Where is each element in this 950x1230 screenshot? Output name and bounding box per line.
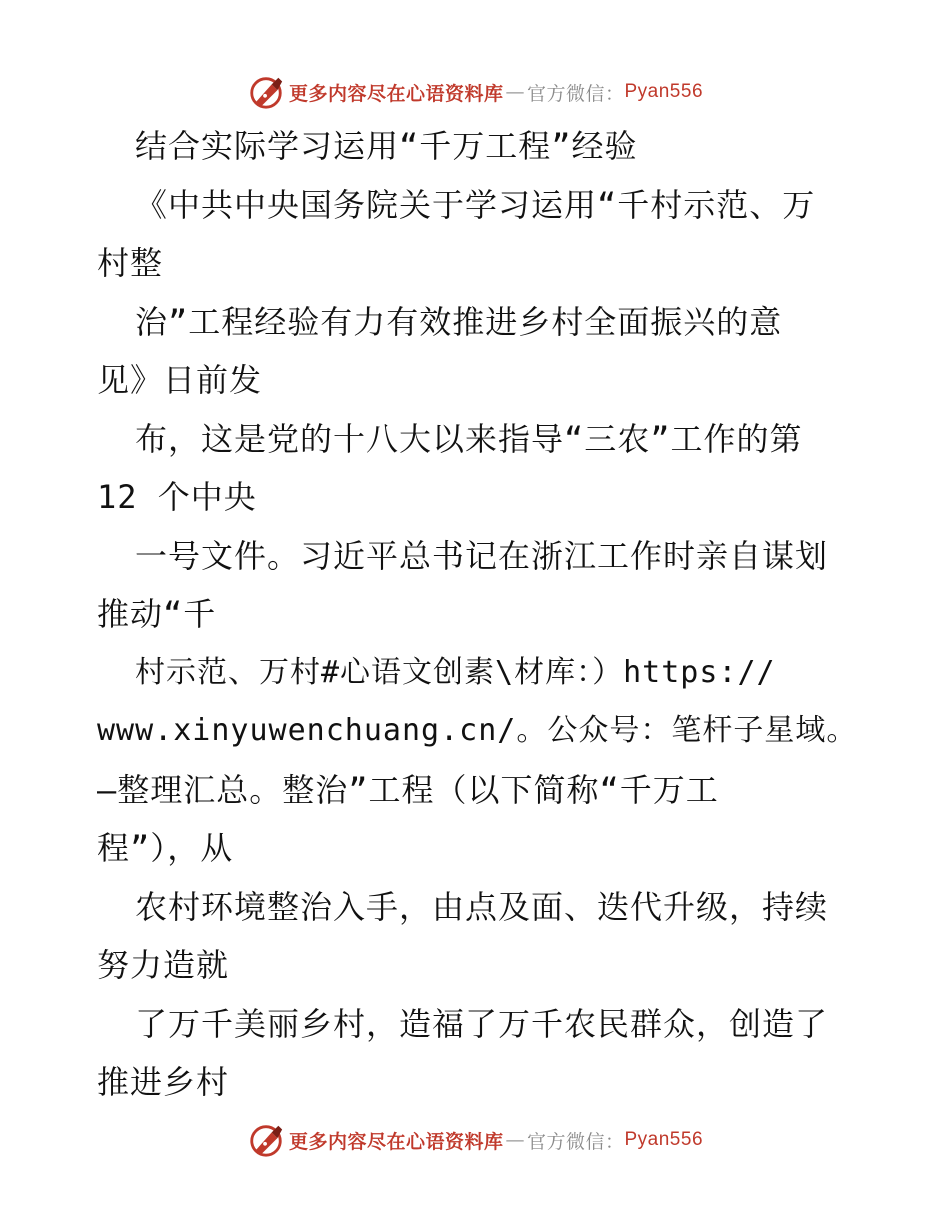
doc-line-13: 程”），从	[97, 829, 234, 867]
banner-main-text: 更多内容尽在心语资料库	[288, 82, 504, 105]
doc-line-9: 推动“千	[97, 595, 217, 633]
banner-account: Pyan556	[624, 1129, 704, 1150]
doc-line-16: 了万千美丽乡村，造福了万千农民群众，创造了	[135, 1004, 829, 1043]
doc-line-3: 村整	[97, 244, 164, 282]
pen-nib-logo-icon	[247, 73, 285, 111]
header-banner	[0, 70, 950, 114]
doc-line-6: 布，这是党的十八大以来指导“三农”工作的第	[135, 419, 803, 458]
banner-dash: —	[505, 81, 525, 103]
doc-line-17: 推进乡村	[97, 1063, 230, 1101]
doc-line-10: 村示范、万村#心语文创素\材库：）https://	[135, 654, 776, 690]
doc-line-1: 结合实际学习运用“千万工程”经验	[135, 127, 638, 165]
doc-line-14: 农村环境整治入手，由点及面、迭代升级，持续	[135, 887, 829, 926]
doc-line-2: 《中共中央国务院关于学习运用“千村示范、万	[135, 185, 816, 224]
doc-line-8: 一号文件。习近平总书记在浙江工作时亲自谋划	[135, 536, 829, 575]
doc-line-11: www.xinyuwenchuang.cn/。公众号：笔杆子星域。	[97, 713, 858, 748]
footer-banner	[0, 1118, 950, 1162]
doc-line-12: —整理汇总。整治”工程（以下简称“千万工	[97, 770, 719, 809]
banner-sub-text: 官方微信：	[526, 82, 625, 105]
banner-dash: —	[505, 1129, 525, 1151]
document-body	[97, 117, 867, 1112]
doc-line-7: 12 个中央	[97, 478, 257, 516]
doc-line-4: 治”工程经验有力有效推进乡村全面振兴的意	[135, 302, 783, 341]
banner-account: Pyan556	[624, 81, 704, 102]
doc-line-5: 见》日前发	[97, 361, 263, 399]
banner-sub-text: 官方微信：	[526, 1130, 625, 1153]
banner-main-text: 更多内容尽在心语资料库	[288, 1130, 504, 1153]
doc-line-15: 努力造就	[97, 946, 230, 984]
pen-nib-logo-icon	[247, 1121, 285, 1159]
